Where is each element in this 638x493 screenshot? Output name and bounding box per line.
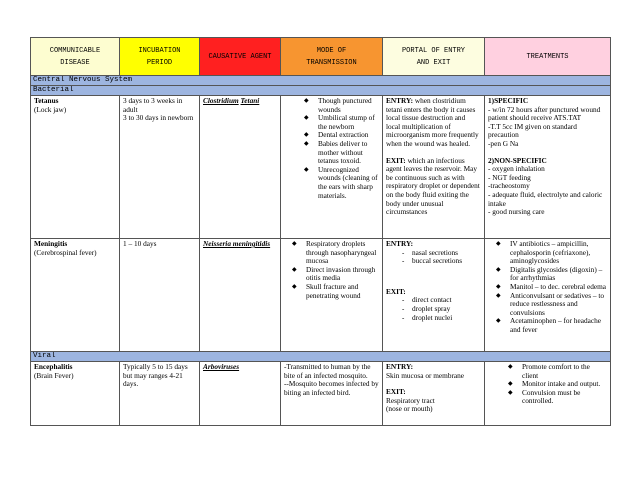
list-item: - nasal secretions <box>412 249 481 258</box>
header-mode-of-transmission: MODE OF TRANSMISSION <box>281 38 383 76</box>
disease-name: Meningitis <box>34 239 68 248</box>
entry-label: ENTRY: <box>386 239 414 248</box>
exit-text: Respiratory tract (nose or mouth) <box>386 395 435 414</box>
treatment-cell <box>485 96 611 239</box>
incubation-cell: 1 – 10 days <box>120 239 200 352</box>
entry-label: ENTRY: <box>386 96 414 105</box>
list-item: ◆ Anticonvulsant or sedatives – to reduce restlessness and convulsions <box>510 292 607 318</box>
list-item: - buccal secretions <box>412 257 481 266</box>
list-item: ◆ Convulsion must be controlled. <box>522 389 607 406</box>
list-item: -tracheostomy <box>488 181 530 191</box>
list-item: - good nursing care <box>488 207 545 217</box>
incubation-newborn: 3 to 30 days in newborn <box>123 113 194 123</box>
incubation-cell <box>120 96 200 239</box>
list-item: ◆ Babies deliver to mother without tetanus toxoid. <box>318 140 379 166</box>
treatment-cell <box>485 362 611 426</box>
agent-name: Neisseria meningitidis <box>203 239 271 248</box>
section-bacterial: Bacterial <box>31 86 611 96</box>
agent-cell <box>200 96 281 239</box>
disease-alias: (Cerebrospinal fever) <box>34 247 97 257</box>
section-viral: Viral <box>31 352 611 362</box>
disease-alias: (Lock jaw) <box>34 104 67 114</box>
list-item: ◆ Monitor intake and output. <box>522 380 607 389</box>
entry-text: when clostridium tetani enters the body it causes local tissue destruction and local multiplication of microorganism more frequently when the wound was healed. <box>386 96 479 148</box>
list-item: - droplet spray <box>412 305 481 314</box>
agent-name: Arboviruses <box>203 362 240 371</box>
exit-label: EXIT: <box>386 286 406 296</box>
disease-name: Tetanus <box>34 96 59 105</box>
entry-text: Skin mucosa or membrane <box>386 370 465 380</box>
list-item: - NGT feeding <box>488 172 531 182</box>
list-item: ◆ Direct invasion through otitis media <box>306 266 379 283</box>
list-item: - adequate fluid, electrolyte and caloric intake <box>488 189 603 208</box>
disease-table <box>30 37 611 426</box>
exit-label: EXIT: <box>386 155 406 165</box>
nonspecific-title: 2)NON-SPECIFIC <box>488 155 547 165</box>
list-item: ◆ IV antibiotics – ampicillin, cephalosporin (cefriaxone), aminoglycosides <box>510 240 607 266</box>
agent-genus: Clostridium <box>203 96 239 105</box>
exit-label: EXIT: <box>386 387 406 397</box>
agent-cell <box>200 239 281 352</box>
list-item: - direct contact <box>412 296 481 305</box>
list-item: ◆ Manitol – to dec. cerebral edema <box>510 283 607 292</box>
specific-title: 1)SPECIFIC <box>488 96 529 105</box>
list-item: ◆ Respiratory droplets through nasopharyngeal mucosa <box>306 240 379 266</box>
treatment-cell <box>485 239 611 352</box>
incubation-adult: 3 days to 3 weeks in adult <box>123 96 183 114</box>
table-row <box>31 239 611 352</box>
disease-alias: (Brain Fever) <box>34 370 74 380</box>
list-item: ◆ Promote comfort to the client <box>522 363 607 380</box>
portal-cell <box>383 362 485 426</box>
list-item: - oxygen inhalation <box>488 164 545 174</box>
mode-cell: -Transmitted to human by the bite of an infected mosquito. --Mosquito becomes infected by biting an infected bird. <box>281 362 383 426</box>
mode-cell <box>281 239 383 352</box>
table-row <box>31 96 611 239</box>
list-item: ◆ Skull fracture and penetrating wound <box>306 283 379 300</box>
list-item: -T.T 5cc IM given on standard precaution <box>488 121 577 140</box>
portal-cell <box>383 96 485 239</box>
agent-cell <box>200 362 281 426</box>
disease-cell <box>31 96 120 239</box>
disease-name: Encephalitis <box>34 362 73 371</box>
incubation-cell: Typically 5 to 15 days but may ranges 4-21 days. <box>120 362 200 426</box>
list-item: ◆ Dental extraction <box>318 131 379 140</box>
header-incubation-period: INCUBATION PERIOD <box>120 38 200 76</box>
header-communicable-disease: COMMUNICABLE DISEASE <box>31 38 120 76</box>
header-row <box>31 38 611 76</box>
list-item: ◆ Unrecognized wounds (cleaning of the ears with sharp materials. <box>318 166 379 200</box>
mode-cell <box>281 96 383 239</box>
header-treatments: TREATMENTS <box>485 38 611 76</box>
header-causative-agent: CAUSATIVE AGENT <box>200 38 281 76</box>
list-item: ◆ Though punctured wounds <box>318 97 379 114</box>
section-cns: Central Nervous System <box>31 76 611 86</box>
header-portal-of-entry-exit: PORTAL OF ENTRY AND EXIT <box>383 38 485 76</box>
agent-species: Tetani <box>240 96 260 105</box>
disease-cell <box>31 362 120 426</box>
list-item: -pen G Na <box>488 138 519 148</box>
list-item: - droplet nuclei <box>412 314 481 323</box>
portal-cell <box>383 239 485 352</box>
exit-text: which an infectious agent leaves the reservoir. May be continuous such as with respiratory droplet or dependent on the body fluid exiting the body under unusual circumstances <box>386 155 480 217</box>
list-item: ◆ Digitalis glycosides (digoxin) – for arrhythmias <box>510 266 607 283</box>
entry-label: ENTRY: <box>386 362 414 371</box>
list-item: - w/in 72 hours after punctured wound patient should receive ATS.TAT <box>488 104 601 123</box>
list-item: ◆ Acetaminophen – for headache and fever <box>510 317 607 334</box>
disease-cell <box>31 239 120 352</box>
table-row <box>31 362 611 426</box>
list-item: ◆ Umbilical stump of the newborn <box>318 114 379 131</box>
